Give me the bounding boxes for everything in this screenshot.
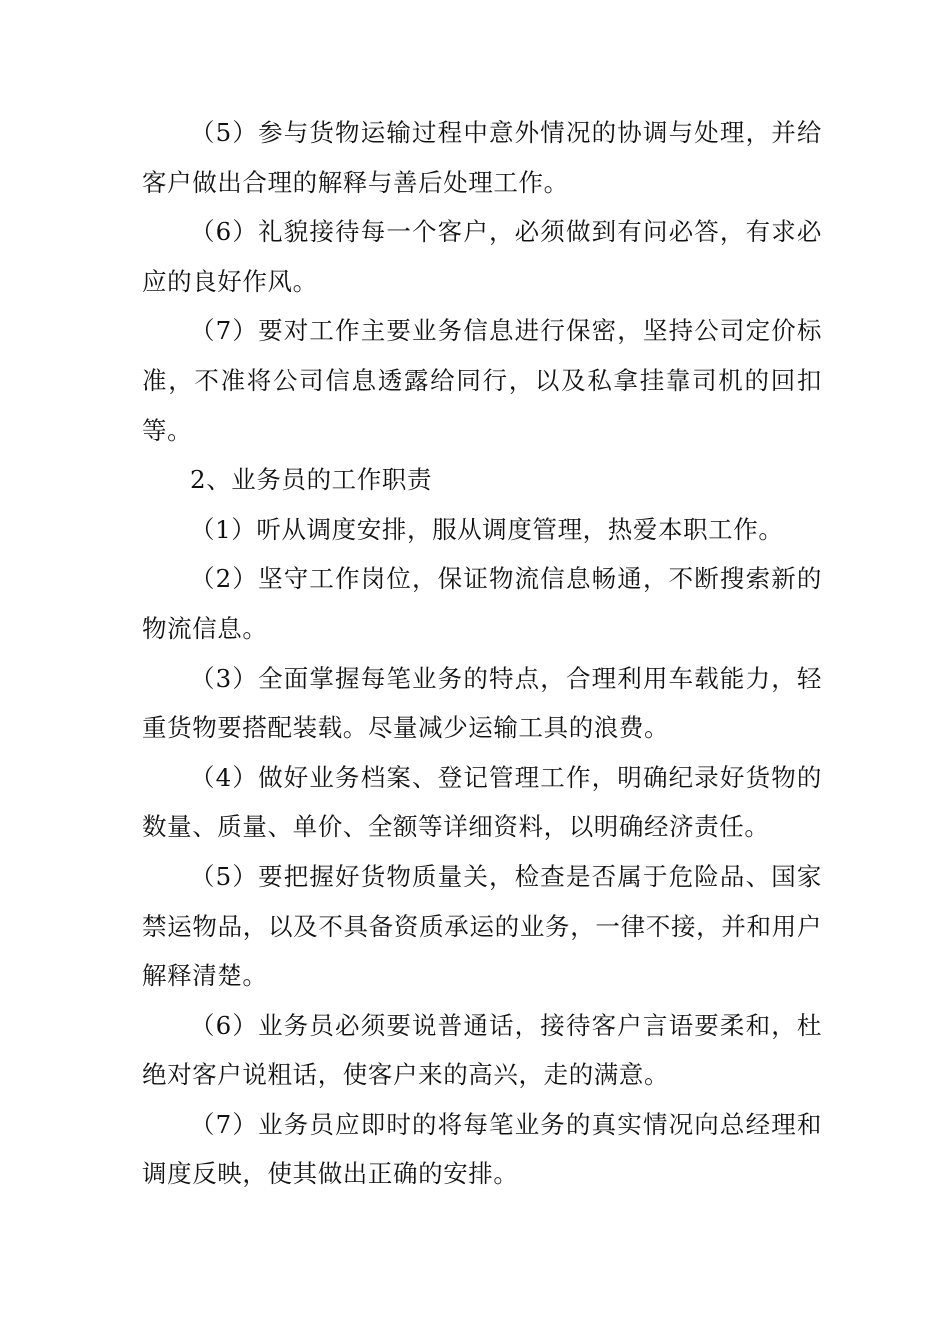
paragraph-salesperson-1: （1）听从调度安排，服从调度管理，热爱本职工作。 xyxy=(190,514,784,544)
section-heading: 2、业务员的工作职责 xyxy=(190,465,433,495)
paragraph-salesperson-3: （3）全面掌握每笔业务的特点，合理利用车载能力，轻重货物要搭配装载。尽量减少运输工具的浪费。 xyxy=(142,663,822,743)
paragraph-salesperson-2: （2）坚守工作岗位，保证物流信息畅通，不断搜索新的物流信息。 xyxy=(142,564,822,643)
paragraph-salesperson-5: （5）要把握好货物质量关，检查是否属于危险品、国家禁运物品，以及不具备资质承运的业务，一律不接，并和用户解释清楚。 xyxy=(142,861,822,991)
paragraph-item-6-duty: （6）礼貌接待每一个客户，必须做到有问必答，有求必应的良好作风。 xyxy=(142,217,822,296)
paragraph-salesperson-4: （4）做好业务档案、登记管理工作，明确纪录好货物的数量、质量、单价、全额等详细资料，以明确经济责任。 xyxy=(142,762,822,842)
paragraph-item-5-duty: （5）参与货物运输过程中意外情况的协调与处理，并给客户做出合理的解释与善后处理工作。 xyxy=(142,118,822,197)
paragraph-salesperson-6: （6）业务员必须要说普通话，接待客户言语要柔和，杜绝对客户说粗话，使客户来的高兴，走的满意。 xyxy=(142,1010,822,1090)
paragraph-item-7-duty: （7）要对工作主要业务信息进行保密，坚持公司定价标准，不准将公司信息透露给同行，以及私拿挂靠司机的回扣等。 xyxy=(142,316,822,445)
document-body xyxy=(142,108,822,1199)
paragraph-salesperson-7: （7）业务员应即时的将每笔业务的真实情况向总经理和调度反映，使其做出正确的安排。 xyxy=(142,1109,822,1189)
